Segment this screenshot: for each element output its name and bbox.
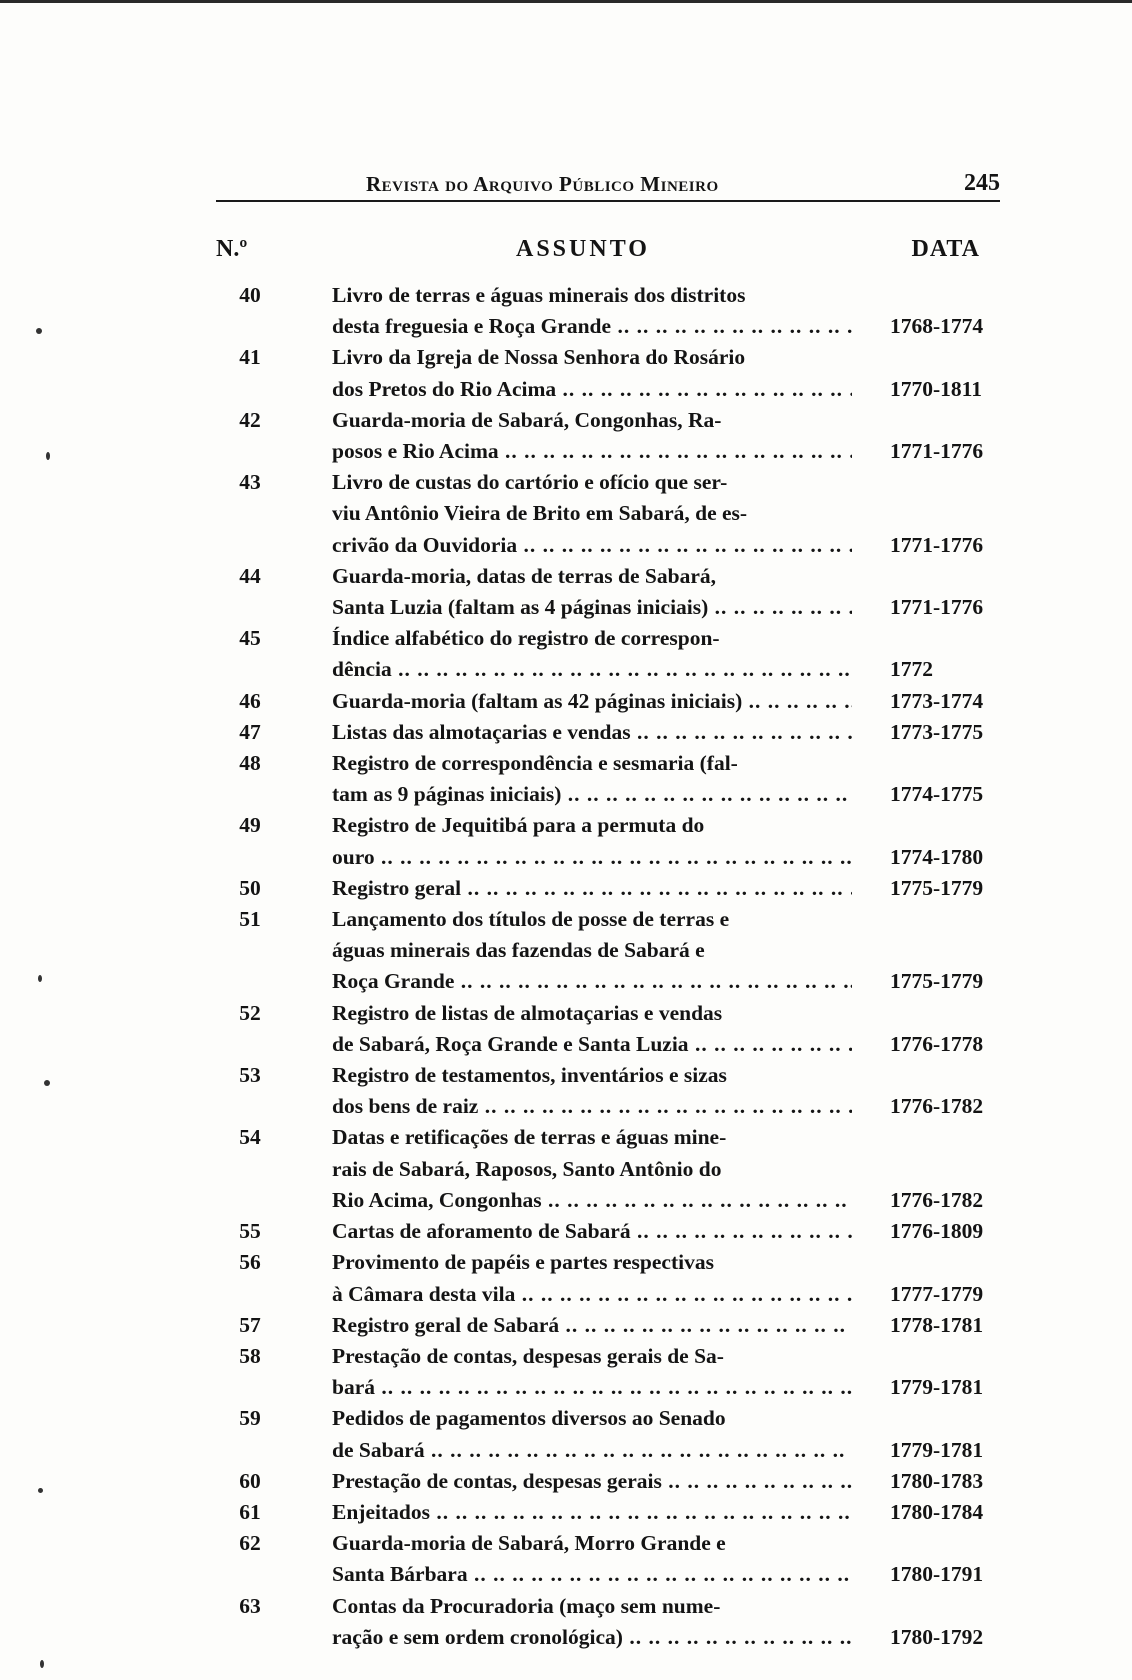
entry-subject-line: Livro de custas do cartório e ofício que ser- bbox=[332, 470, 728, 495]
entry-subject bbox=[332, 1466, 852, 1497]
entry-subject-line: Livro da Igreja de Nossa Senhora do Rosário bbox=[332, 345, 746, 370]
page-number: 245 bbox=[964, 170, 1000, 196]
entry-subject-line: Enjeitados .. .. bbox=[332, 1497, 852, 1528]
entry-subject-line: posos e Rio Acima .. .. bbox=[332, 436, 852, 467]
entry-row bbox=[216, 1466, 1006, 1497]
entry-date: 1774-1780 bbox=[890, 844, 984, 869]
column-header-number: N.º bbox=[216, 236, 248, 262]
entry-date: 1776-1778 bbox=[890, 1031, 984, 1056]
scan-speck bbox=[44, 1080, 50, 1086]
entry-date: 1776-1782 bbox=[890, 1094, 984, 1119]
entry-number: 42 bbox=[239, 407, 261, 432]
entry-date: 1780-1791 bbox=[890, 1562, 984, 1587]
column-headers bbox=[216, 236, 1000, 272]
entry-number: 50 bbox=[239, 875, 261, 900]
entry-date: 1775-1779 bbox=[890, 969, 984, 994]
entry-row bbox=[216, 467, 1006, 561]
entry-number: 44 bbox=[239, 563, 261, 588]
entry-subject-line: Santa Luzia (faltam as 4 páginas iniciais) .. .. bbox=[332, 592, 852, 623]
entry-number: 47 bbox=[239, 719, 261, 744]
entries-list bbox=[216, 280, 1006, 1653]
entry-subject bbox=[332, 342, 852, 404]
entry-date: 1777-1779 bbox=[890, 1281, 984, 1306]
entry-date: 1773-1774 bbox=[890, 688, 984, 713]
entry-date: 1771-1776 bbox=[890, 595, 984, 620]
entry-subject-line: Índice alfabético do registro de correspon- bbox=[332, 626, 720, 651]
entry-subject-line: de Sabará .. .. bbox=[332, 1435, 852, 1466]
entry-date: 1773-1775 bbox=[890, 719, 984, 744]
entry-row bbox=[216, 1310, 1006, 1341]
entry-row bbox=[216, 1060, 1006, 1122]
entry-subject-line: Registro de correspondência e sesmaria (fal- bbox=[332, 751, 738, 776]
entry-number: 40 bbox=[239, 283, 261, 307]
entry-subject-line: Guarda-moria de Sabará, Congonhas, Ra- bbox=[332, 407, 722, 432]
entry-subject bbox=[332, 1060, 852, 1122]
entry-number: 59 bbox=[239, 1406, 261, 1431]
entry-row bbox=[216, 561, 1006, 623]
entry-subject-line: Datas e retificações de terras e águas mine- bbox=[332, 1125, 727, 1150]
entry-date: 1779-1781 bbox=[890, 1437, 984, 1462]
entry-row bbox=[216, 1247, 1006, 1309]
entry-number: 43 bbox=[239, 470, 261, 495]
entry-date: 1776-1782 bbox=[890, 1187, 984, 1212]
entry-row bbox=[216, 998, 1006, 1060]
entry-subject-line: Guarda-moria de Sabará, Morro Grande e bbox=[332, 1531, 726, 1556]
entry-subject-line: águas minerais das fazendas de Sabará e bbox=[332, 938, 705, 963]
entry-row bbox=[216, 904, 1006, 998]
scan-speck bbox=[38, 975, 42, 982]
entry-subject-line: Guarda-moria, datas de terras de Sabará, bbox=[332, 563, 716, 588]
entry-row bbox=[216, 623, 1006, 685]
entry-date: 1775-1779 bbox=[890, 875, 984, 900]
entry-date: 1778-1781 bbox=[890, 1312, 984, 1337]
entry-subject-line: Listas das almotaçarias e vendas .. .. bbox=[332, 717, 852, 748]
entry-date: 1770-1811 bbox=[890, 376, 982, 401]
entry-subject-line: Rio Acima, Congonhas .. .. bbox=[332, 1185, 852, 1216]
scan-speck bbox=[38, 1488, 43, 1493]
entry-number: 45 bbox=[239, 626, 261, 651]
entry-subject-line: tam as 9 páginas iniciais) .. .. bbox=[332, 779, 852, 810]
entry-date: 1771-1776 bbox=[890, 439, 984, 464]
entry-subject bbox=[332, 748, 852, 810]
entry-row bbox=[216, 405, 1006, 467]
entry-row bbox=[216, 686, 1006, 717]
entry-subject bbox=[332, 280, 852, 342]
entry-subject-line: crivão da Ouvidoria .. .. bbox=[332, 530, 852, 561]
entry-subject bbox=[332, 810, 852, 872]
entry-subject-line: à Câmara desta vila .. .. bbox=[332, 1279, 852, 1310]
entry-row bbox=[216, 1497, 1006, 1528]
entry-subject-line: Livro de terras e águas minerais dos distritos bbox=[332, 283, 746, 307]
entry-row bbox=[216, 280, 1006, 342]
page-top-edge bbox=[0, 0, 1132, 3]
entry-subject-line: Registro de Jequitibá para a permuta do bbox=[332, 813, 705, 838]
entry-date: 1780-1784 bbox=[890, 1499, 984, 1524]
entry-subject-line: ouro .. .. bbox=[332, 842, 852, 873]
entry-subject bbox=[332, 1341, 852, 1403]
entry-subject-line: de Sabará, Roça Grande e Santa Luzia .. .. bbox=[332, 1029, 852, 1060]
entry-row bbox=[216, 1341, 1006, 1403]
entry-number: 46 bbox=[239, 688, 261, 713]
scan-speck bbox=[36, 328, 42, 334]
entry-subject-line: dência .. .. bbox=[332, 654, 852, 685]
entry-number: 53 bbox=[239, 1063, 261, 1088]
entry-subject-line: Prestação de contas, despesas gerais de Sa- bbox=[332, 1343, 724, 1368]
entry-subject bbox=[332, 1591, 852, 1653]
entry-subject bbox=[332, 1528, 852, 1590]
entry-subject-line: Registro de listas de almotaçarias e vendas bbox=[332, 1000, 723, 1025]
entry-subject-line: Cartas de aforamento de Sabará .. .. bbox=[332, 1216, 852, 1247]
entry-subject bbox=[332, 623, 852, 685]
entry-subject-line: rais de Sabará, Raposos, Santo Antônio do bbox=[332, 1156, 722, 1181]
entry-subject bbox=[332, 873, 852, 904]
entry-row bbox=[216, 717, 1006, 748]
entry-number: 63 bbox=[239, 1593, 261, 1618]
scan-speck bbox=[40, 1660, 44, 1668]
entry-number: 49 bbox=[239, 813, 261, 838]
entry-subject-line: Prestação de contas, despesas gerais .. .. bbox=[332, 1466, 852, 1497]
entry-date: 1771-1776 bbox=[890, 532, 984, 557]
entry-subject-line: Registro de testamentos, inventários e sizas bbox=[332, 1063, 727, 1088]
entry-subject-line: viu Antônio Vieira de Brito em Sabará, de es- bbox=[332, 501, 748, 526]
journal-title: Revista do Arquivo Público Mineiro bbox=[366, 172, 719, 196]
entry-date: 1768-1774 bbox=[890, 314, 984, 339]
entry-row bbox=[216, 873, 1006, 904]
entry-subject bbox=[332, 1247, 852, 1309]
entry-number: 56 bbox=[239, 1250, 261, 1275]
entry-subject bbox=[332, 561, 852, 623]
entry-subject bbox=[332, 686, 852, 717]
entry-row bbox=[216, 1216, 1006, 1247]
entry-number: 48 bbox=[239, 751, 261, 776]
entry-row bbox=[216, 1591, 1006, 1653]
entry-subject bbox=[332, 405, 852, 467]
entry-subject-line: dos bens de raiz .. .. bbox=[332, 1091, 852, 1122]
entry-number: 58 bbox=[239, 1343, 261, 1368]
entry-row bbox=[216, 1403, 1006, 1465]
entry-number: 54 bbox=[239, 1125, 261, 1150]
entry-subject-line: Guarda-moria (faltam as 42 páginas iniciais) .. .. bbox=[332, 686, 852, 717]
entry-subject bbox=[332, 904, 852, 998]
entry-number: 52 bbox=[239, 1000, 261, 1025]
entry-number: 60 bbox=[239, 1468, 261, 1493]
entry-subject bbox=[332, 467, 852, 561]
entry-number: 55 bbox=[239, 1219, 261, 1244]
entry-date: 1774-1775 bbox=[890, 782, 984, 807]
entry-date: 1776-1809 bbox=[890, 1219, 984, 1244]
entry-subject-line: Registro geral de Sabará .. .. bbox=[332, 1310, 852, 1341]
entry-subject-line: Lançamento dos títulos de posse de terras e bbox=[332, 907, 730, 932]
entry-subject-line: desta freguesia e Roça Grande .. .. bbox=[332, 311, 852, 342]
entry-subject bbox=[332, 998, 852, 1060]
entry-subject-line: Santa Bárbara .. .. bbox=[332, 1559, 852, 1590]
entry-date: 1772 bbox=[890, 657, 933, 682]
column-header-date: DATA bbox=[911, 236, 980, 262]
entry-date: 1780-1783 bbox=[890, 1468, 984, 1493]
entry-subject-line: dos Pretos do Rio Acima .. .. bbox=[332, 374, 852, 405]
header-rule bbox=[216, 200, 1000, 202]
entry-subject bbox=[332, 717, 852, 748]
entry-subject-line: Provimento de papéis e partes respectivas bbox=[332, 1250, 714, 1275]
entry-number: 41 bbox=[239, 345, 261, 370]
entry-subject bbox=[332, 1403, 852, 1465]
entry-row bbox=[216, 1528, 1006, 1590]
entry-subject bbox=[332, 1310, 852, 1341]
entry-subject-line: Roça Grande .. .. bbox=[332, 966, 852, 997]
scan-speck bbox=[46, 452, 50, 460]
entry-row bbox=[216, 748, 1006, 810]
entry-subject bbox=[332, 1497, 852, 1528]
entry-number: 51 bbox=[239, 907, 261, 932]
entry-number: 61 bbox=[239, 1499, 261, 1524]
entry-subject-line: ração e sem ordem cronológica) .. .. bbox=[332, 1622, 852, 1653]
entry-subject-line: bará .. .. bbox=[332, 1372, 852, 1403]
entry-row bbox=[216, 810, 1006, 872]
running-head bbox=[216, 168, 1000, 204]
entry-row bbox=[216, 342, 1006, 404]
entry-date: 1780-1792 bbox=[890, 1624, 984, 1649]
entry-row bbox=[216, 1122, 1006, 1216]
entry-subject-line: Pedidos de pagamentos diversos ao Senado bbox=[332, 1406, 726, 1431]
entry-number: 57 bbox=[239, 1312, 261, 1337]
entry-subject bbox=[332, 1216, 852, 1247]
entry-subject-line: Contas da Procuradoria (maço sem nume- bbox=[332, 1593, 721, 1618]
column-header-subject: ASSUNTO bbox=[516, 236, 650, 262]
entry-number: 62 bbox=[239, 1531, 261, 1556]
entry-subject bbox=[332, 1122, 852, 1216]
entry-subject-line: Registro geral .. .. bbox=[332, 873, 852, 904]
entry-date: 1779-1781 bbox=[890, 1375, 984, 1400]
